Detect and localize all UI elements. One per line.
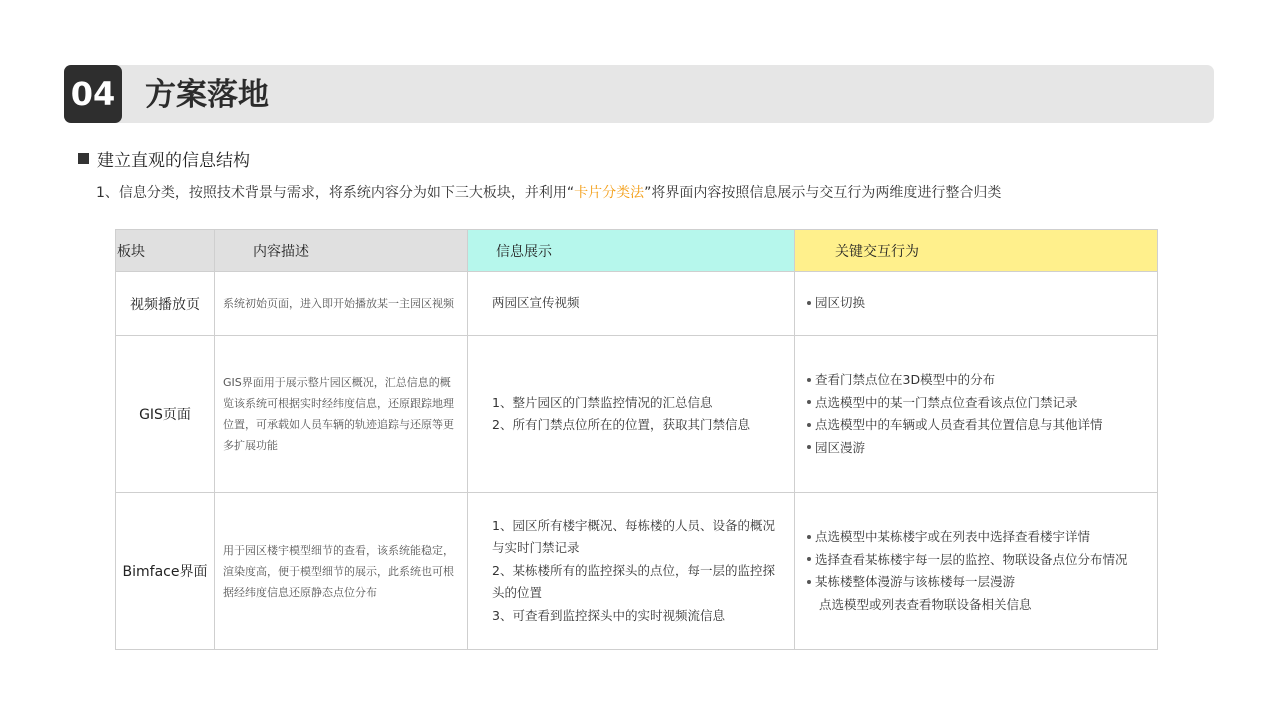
bullet-dot-icon [807,378,811,382]
action-item: 查看门禁点位在3D模型中的分布 [807,369,1147,392]
info-structure-table [115,229,1158,650]
action-item: 选择查看某栋楼宇每一层的监控、物联设备点位分布情况 [807,549,1147,572]
row-actions [795,272,1158,336]
action-item: 园区切换 [807,292,1147,315]
square-bullet-icon [78,153,89,164]
info-line: 3、可查看到监控探头中的实时视频流信息 [492,607,725,623]
info-line: 1、整片园区的门禁监控情况的汇总信息 [492,394,713,410]
header-block: 板块 [116,230,215,272]
row-actions [795,336,1158,493]
row-name: Bimface界面 [116,493,215,650]
table-header-row [116,230,1158,272]
info-line: 1、园区所有楼宇概况、每栋楼的人员、设备的概况与实时门禁记录 [492,517,775,556]
intro-highlight: 卡片分类法 [574,185,645,201]
info-line: 2、某栋楼所有的监控探头的点位，每一层的监控探头的位置 [492,562,775,601]
row-desc: GIS界面用于展示整片园区概况，汇总信息的概览该系统可根据实时经纬度信息，还原跟踪地理位置，可承载如人员车辆的轨迹追踪与还原等更多扩展功能 [215,336,468,493]
table-row [116,493,1158,650]
bullet-dot-icon [807,400,811,404]
row-name: GIS页面 [116,336,215,493]
subheading-text: 建立直观的信息结构 [97,151,250,171]
info-line: 两园区宣传视频 [492,295,580,311]
row-name: 视频播放页 [116,272,215,336]
intro-text-before: 1、信息分类，按照技术背景与需求，将系统内容分为如下三大板块，并利用“ [96,185,575,201]
bullet-dot-icon [807,445,811,449]
section-title: 方案落地 [145,77,269,113]
row-desc: 系统初始页面，进入即开始播放某一主园区视频 [215,272,468,336]
action-item: 点选模型中的车辆或人员查看其位置信息与其他详情 [807,414,1147,437]
row-actions [795,493,1158,650]
intro-text-after: ”将界面内容按照信息展示与交互行为两维度进行整合归类 [644,185,1002,201]
bullet-dot-icon [807,423,811,427]
bullet-dot-icon [807,535,811,539]
intro-description [96,182,1001,202]
row-info [468,272,795,336]
action-item: 点选模型中某栋楼宇或在列表中选择查看楼宇详情 [807,526,1147,549]
action-item: 园区漫游 [807,437,1147,460]
header-action: 关键交互行为 [795,230,1158,272]
subheading [78,146,250,171]
bullet-dot-icon [807,557,811,561]
header-desc: 内容描述 [215,230,468,272]
section-number-badge: 04 [64,65,122,123]
action-item-continuation: 点选模型或列表查看物联设备相关信息 [819,596,1032,612]
action-item: 点选模型中的某一门禁点位查看该点位门禁记录 [807,392,1147,415]
row-info [468,493,795,650]
bullet-dot-icon [807,301,811,305]
info-line: 2、所有门禁点位所在的位置，获取其门禁信息 [492,417,750,432]
row-info [468,336,795,493]
bullet-dot-icon [807,580,811,584]
row-desc: 用于园区楼宇模型细节的查看，该系统能稳定，渲染度高，便于模型细节的展示，此系统也可根据经纬度信息还原静态点位分布 [215,493,468,650]
table-row [116,272,1158,336]
table-row [116,336,1158,493]
header-info: 信息展示 [468,230,795,272]
action-item: 某栋楼整体漫游与该栋楼每一层漫游 [807,571,1147,594]
